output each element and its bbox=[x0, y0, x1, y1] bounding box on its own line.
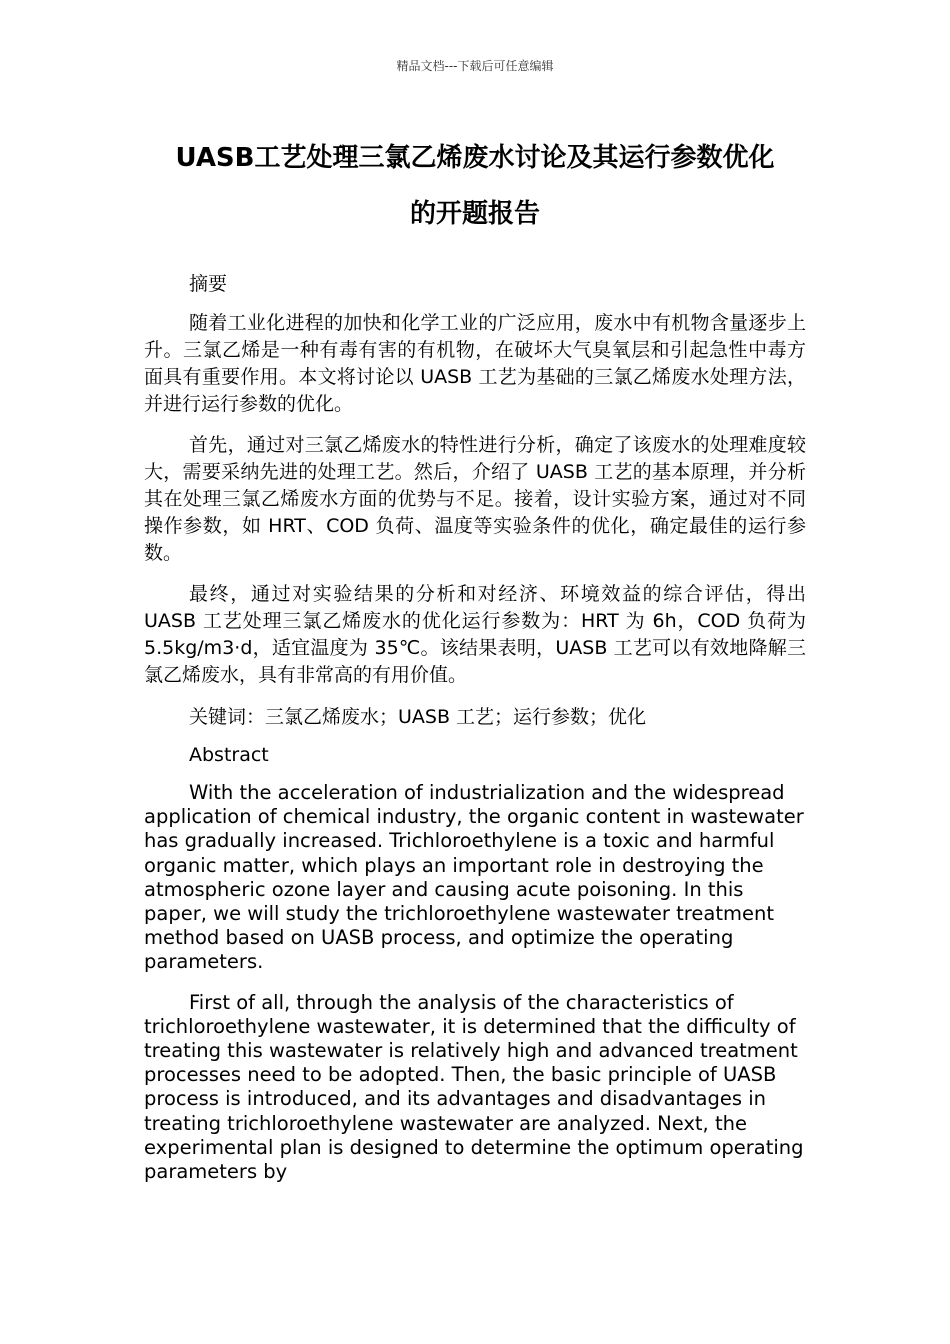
document-body bbox=[144, 270, 806, 1200]
page-header-note: 精品文档---下载后可任意编辑 bbox=[396, 59, 554, 73]
abstract-cn-paragraph: 随着工业化进程的加快和化学工业的广泛应用，废水中有机物含量逐步上升。三氯乙烯是一种有毒有害的有机物，在破坏大气臭氧层和引起急性中毒方面具有重要作用。本文将讨论以 UASB 工艺为基础的三氯乙烯废水处理方法，并进行运行参数的优化。 bbox=[144, 312, 806, 415]
keywords-line: 关键词：三氯乙烯废水；UASB 工艺；运行参数；优化 bbox=[189, 706, 647, 728]
abstract-cn-heading: 摘要 bbox=[189, 273, 228, 295]
abstract-en-heading: Abstract bbox=[189, 744, 269, 766]
abstract-en-paragraph: First of all, through the analysis of the characteristics of trichloroethylene wastewater, it is determined that the difficulty of treating this wastewater is relatively high and advanced treatment processes need to be adopted. Then, the basic principle of UASB process is introduced, and its advantages and disadvantages in treating trichloroethylene wastewater are analyzed. Next, the experimental plan is designed to determine the optimum operating parameters by bbox=[144, 990, 804, 1184]
document-title bbox=[130, 130, 820, 242]
title-line-2: 的开题报告 bbox=[409, 199, 540, 229]
abstract-cn-paragraph: 首先，通过对三氯乙烯废水的特性进行分析，确定了该废水的处理难度较大，需要采纳先进的处理工艺。然后，介绍了 UASB 工艺的基本原理，并分析其在处理三氯乙烯废水方面的优势与不足。接着，设计实验方案，通过对不同操作参数，如 HRT、COD 负荷、温度等实验条件的优化，确定最佳的运行参数。 bbox=[144, 434, 806, 564]
abstract-en-paragraph: With the acceleration of industrialization and the widespread application of chemical industry, the organic content in wastewater has gradually increased. Trichloroethylene is a toxic and harmful organic matter, which plays an important role in destroying the atmospheric ozone layer and causing acute poisoning. In this paper, we will study the trichloroethylene wastewater treatment method based on UASB process, and optimize the operating parameters. bbox=[144, 781, 804, 974]
abstract-cn-paragraph: 最终，通过对实验结果的分析和对经济、环境效益的综合评估，得出 UASB 工艺处理三氯乙烯废水的优化运行参数为：HRT 为 6h，COD 负荷为 5.5kg/m3·d，适宜温度为 35℃。该结果表明，UASB 工艺可以有效地降解三氯乙烯废水，具有非常高的有用价值。 bbox=[144, 583, 806, 686]
title-line-1: UASB工艺处理三氯乙烯废水讨论及其运行参数优化 bbox=[175, 143, 775, 173]
